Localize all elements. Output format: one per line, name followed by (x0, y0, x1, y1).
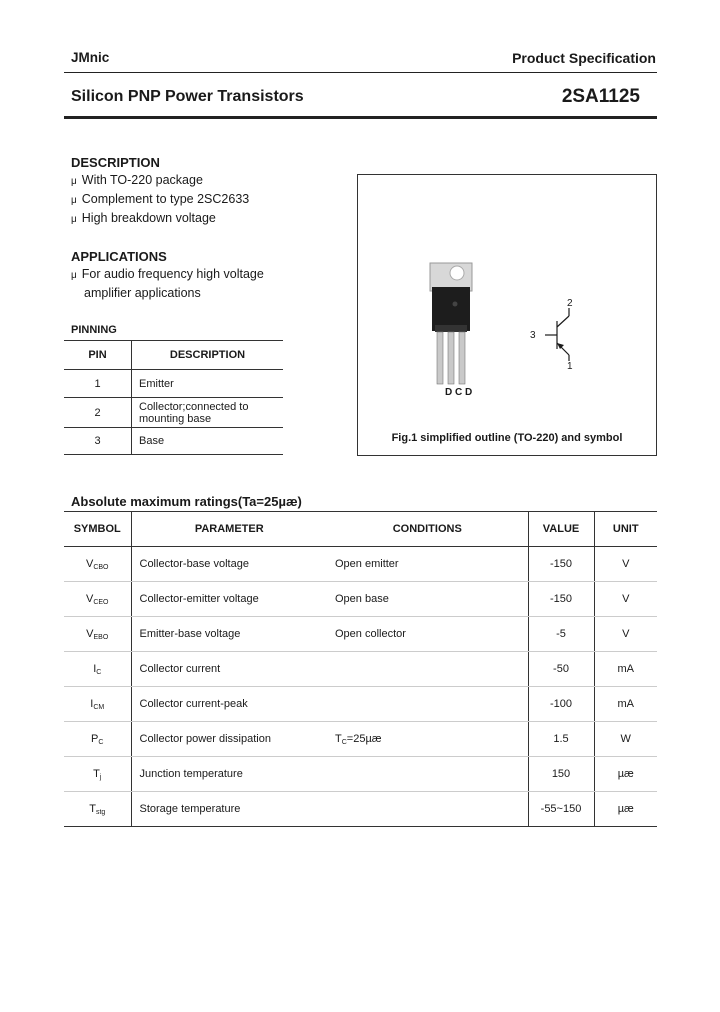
unit-cell: V (594, 582, 657, 617)
table-row (64, 617, 657, 652)
pin-letters: D C D (445, 387, 473, 398)
pinning-row: 2 Collector;connected to mounting base (64, 398, 283, 428)
table-row (64, 582, 657, 617)
description-list (71, 173, 249, 230)
to220-package-drawing (358, 175, 656, 425)
unit-column-header: UNIT (594, 512, 657, 547)
bullet-icon: μ (71, 214, 77, 225)
value-cell: -150 (528, 582, 594, 617)
applications-heading: APPLICATIONS (71, 249, 167, 264)
conditions-cell (327, 757, 528, 792)
to220-package-icon (430, 263, 472, 384)
table-row (64, 792, 657, 827)
description-heading: DESCRIPTION (71, 155, 160, 170)
parameter-cell: Collector power dissipation (131, 722, 327, 757)
value-cell: -55~150 (528, 792, 594, 827)
parameter-cell: Collector-base voltage (131, 547, 327, 582)
bullet-icon: μ (71, 195, 77, 206)
figure-caption: Fig.1 simplified outline (TO-220) and symbol (391, 432, 623, 444)
symbol-cell: $I_{CM}$ (64, 687, 131, 722)
unit-cell: mA (594, 687, 657, 722)
package-figure (357, 174, 657, 456)
description-column-header: DESCRIPTION (132, 341, 284, 370)
pinning-header-row (64, 341, 283, 370)
title-divider (64, 116, 657, 119)
description-item: μ High breakdown voltage (71, 211, 216, 225)
pinning-row: 3 Base (64, 428, 283, 455)
symbol-cell: $V_{EBO}$ (64, 617, 131, 652)
ratings-body (64, 547, 657, 827)
parameter-cell: Collector-emitter voltage (131, 582, 327, 617)
pinning-table (64, 340, 283, 455)
product-subtitle: Silicon PNP Power Transistors (71, 88, 304, 105)
ratings-heading: Absolute maximum ratings(Ta=25µæ) (71, 494, 302, 509)
symbol-cell: $P_C$ (64, 722, 131, 757)
table-row (64, 652, 657, 687)
table-row (64, 722, 657, 757)
value-cell: 150 (528, 757, 594, 792)
pnp-transistor-symbol-icon (545, 308, 569, 361)
unit-cell: mA (594, 652, 657, 687)
application-item-continued: amplifier applications (84, 286, 201, 300)
conditions-cell (327, 687, 528, 722)
company-name: JMnic (71, 50, 110, 65)
unit-cell: W (594, 722, 657, 757)
value-cell: -100 (528, 687, 594, 722)
pinning-row: 1 Emitter (64, 370, 283, 398)
pinning-heading: PINNING (71, 324, 117, 336)
document-type: Product Specification (512, 50, 656, 66)
bullet-icon: μ (71, 270, 77, 281)
ratings-header-row (64, 512, 657, 547)
symbol-column-header: SYMBOL (64, 512, 131, 547)
pin-column-header: PIN (64, 341, 132, 370)
table-row (64, 687, 657, 722)
conditions-cell (327, 792, 528, 827)
value-cell: -150 (528, 547, 594, 582)
value-cell: 1.5 (528, 722, 594, 757)
parameter-cell: Junction temperature (131, 757, 327, 792)
table-row (64, 757, 657, 792)
parameter-column-header: PARAMETER (131, 512, 327, 547)
conditions-cell (327, 652, 528, 687)
parameter-cell: Emitter-base voltage (131, 617, 327, 652)
value-cell: -5 (528, 617, 594, 652)
conditions-cell: Open collector (327, 617, 528, 652)
symbol-label-top: 2 (567, 298, 573, 309)
conditions-column-header: CONDITIONS (327, 512, 528, 547)
unit-cell: µæ (594, 757, 657, 792)
conditions-cell: $T_C=25\mu æ$ (327, 722, 528, 757)
description-item: μ With TO-220 package (71, 173, 203, 187)
symbol-cell: $T_{stg}$ (64, 792, 131, 827)
unit-cell: µæ (594, 792, 657, 827)
unit-cell: V (594, 547, 657, 582)
applications-list (71, 267, 264, 305)
parameter-cell: Storage temperature (131, 792, 327, 827)
table-row (64, 547, 657, 582)
conditions-cell: Open base (327, 582, 528, 617)
bullet-icon: μ (71, 176, 77, 187)
parameter-cell: Collector current-peak (131, 687, 327, 722)
part-number: 2SA1125 (561, 86, 640, 107)
header-divider (64, 72, 657, 73)
unit-cell: V (594, 617, 657, 652)
symbol-cell: $V_{CBO}$ (64, 547, 131, 582)
symbol-cell: $I_C$ (64, 652, 131, 687)
parameter-cell: Collector current (131, 652, 327, 687)
application-item: μ For audio frequency high voltage (71, 267, 264, 281)
ratings-table (64, 511, 657, 827)
symbol-cell: $T_j$ (64, 757, 131, 792)
symbol-cell: $V_{CEO}$ (64, 582, 131, 617)
conditions-cell: Open emitter (327, 547, 528, 582)
value-column-header: VALUE (528, 512, 594, 547)
value-cell: -50 (528, 652, 594, 687)
symbol-label-bottom: 1 (567, 361, 573, 372)
symbol-label-left: 3 (530, 330, 536, 341)
description-item: μ Complement to type 2SC2633 (71, 192, 250, 206)
